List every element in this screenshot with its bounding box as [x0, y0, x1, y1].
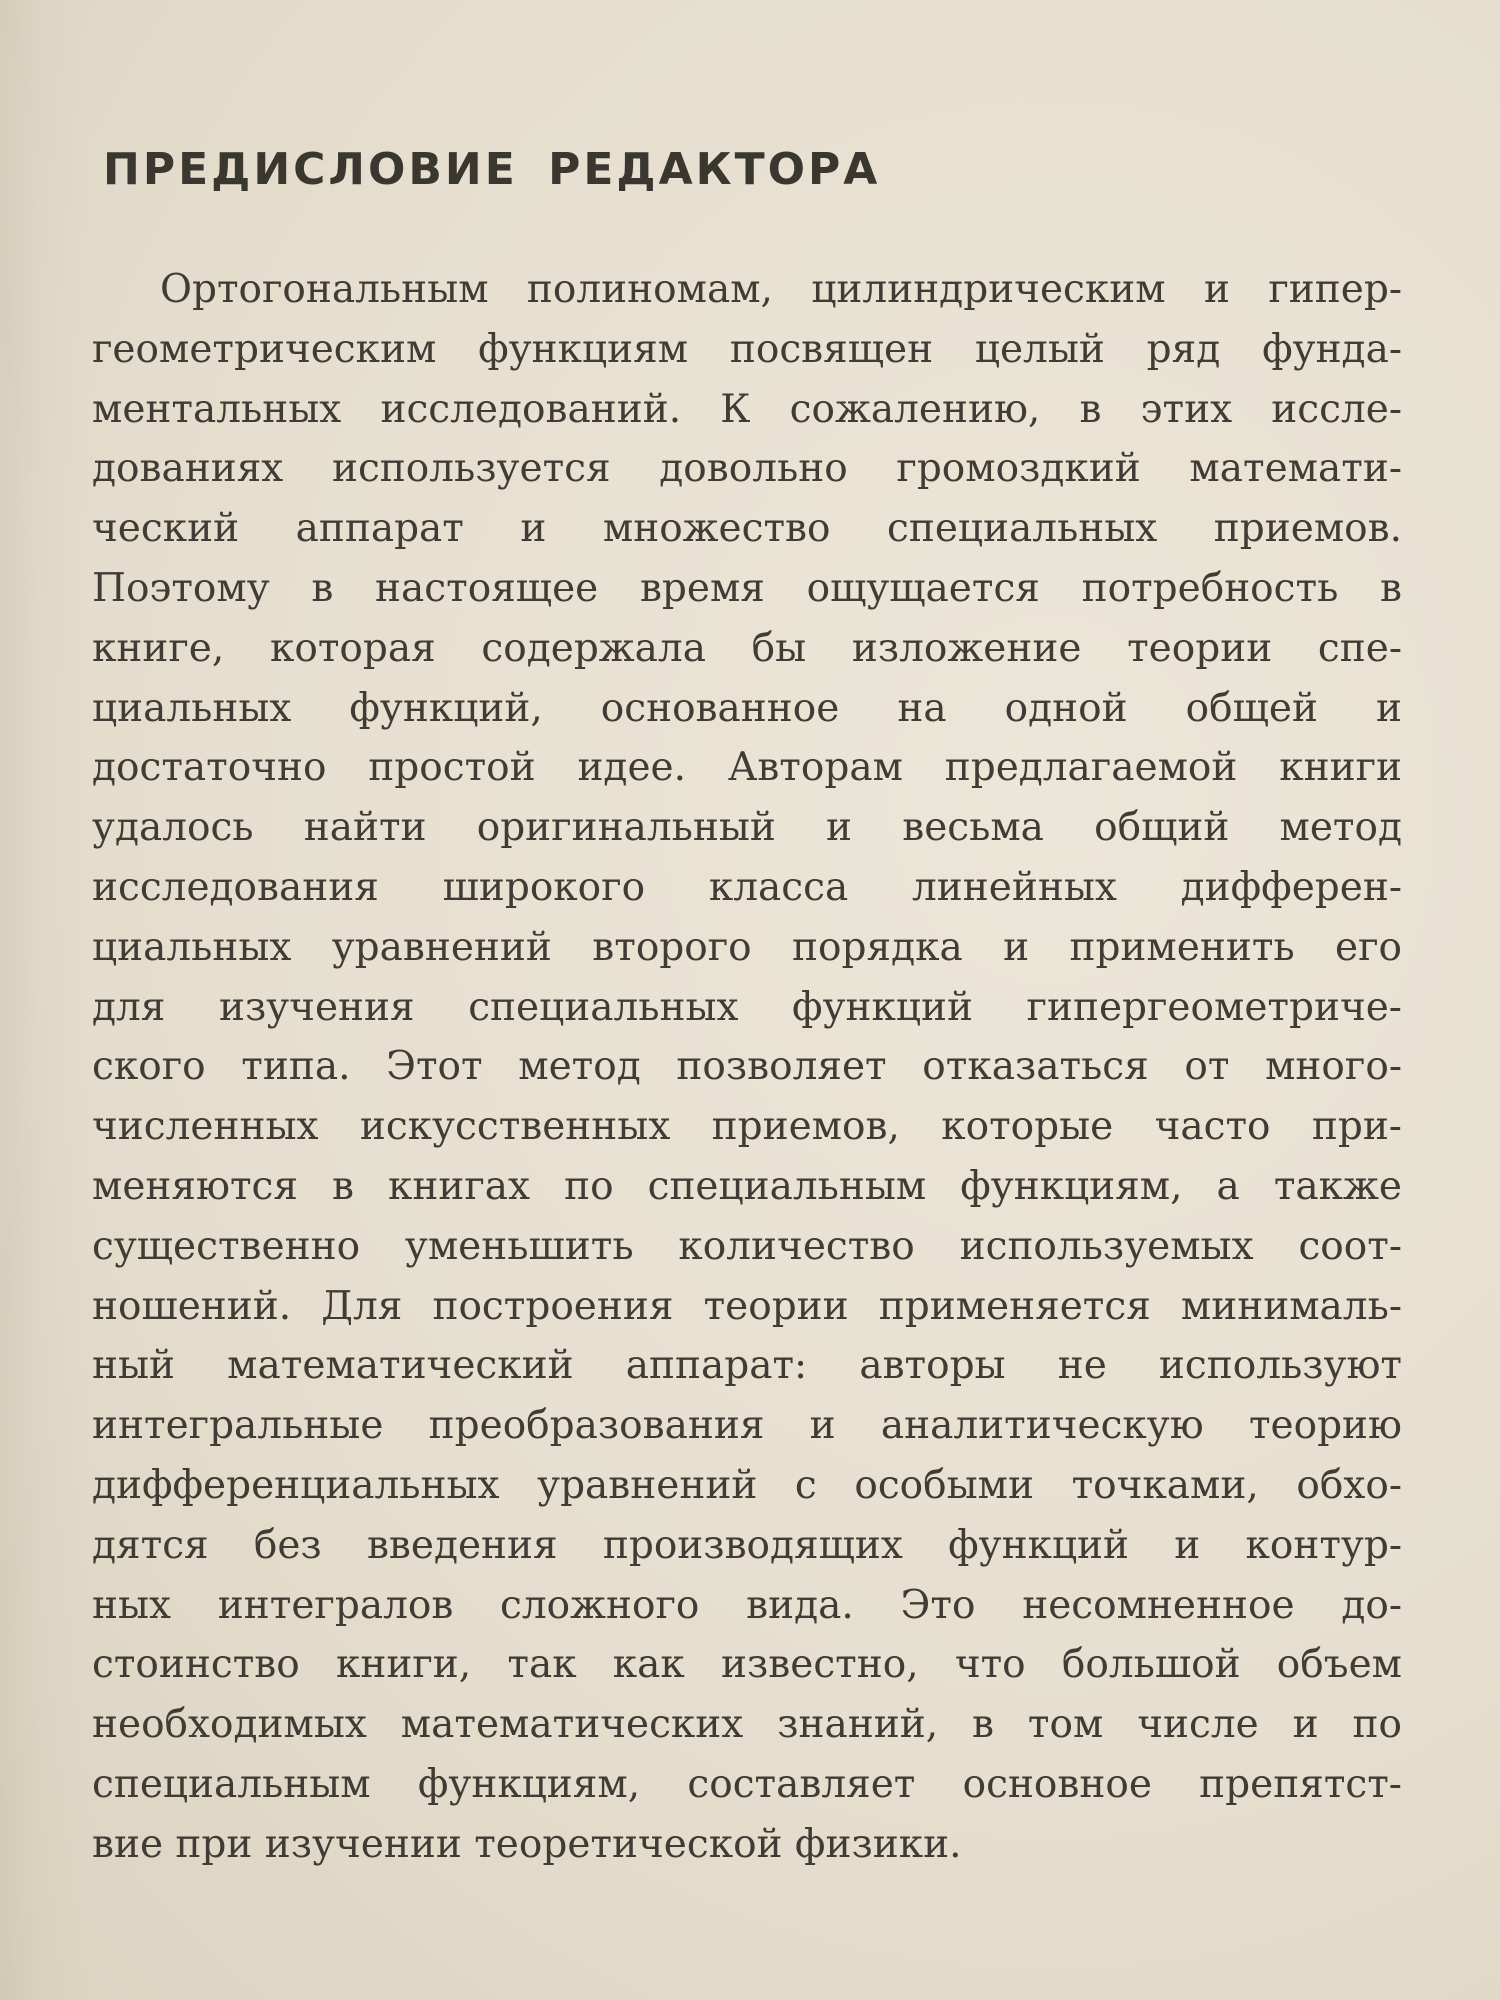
text-line: удалось найти оригинальный и весьма общий метод	[92, 805, 1402, 851]
text-line: геометрическим функциям посвящен целый ряд фунда-	[92, 326, 1402, 372]
text-line: стоинство книги, так как известно, что большой объем	[92, 1642, 1402, 1688]
text-line: дованиях используется довольно громоздкий математи-	[92, 446, 1402, 492]
text-line: ных интегралов сложного вида. Это несомненное до-	[92, 1582, 1402, 1628]
body-text	[92, 260, 1402, 1875]
text-line: интегральные преобразования и аналитическую теорию	[92, 1403, 1402, 1449]
text-line: существенно уменьшить количество используемых соот-	[92, 1223, 1402, 1269]
text-line: циальных уравнений второго порядка и применить его	[92, 924, 1402, 970]
text-line: необходимых математических знаний, в том числе и по	[92, 1702, 1402, 1748]
text-line: Ортогональным полиномам, цилиндрическим и гипер-	[160, 267, 1402, 312]
text-line: достаточно простой идее. Авторам предлагаемой книги	[92, 745, 1402, 791]
text-line: книге, которая содержала бы изложение теории спе-	[92, 625, 1402, 671]
text-line: ношений. Для построения теории применяется минималь-	[92, 1283, 1402, 1329]
text-line: для изучения специальных функций гипергеометриче-	[92, 984, 1402, 1030]
text-line: Поэтому в настоящее время ощущается потребность в	[92, 565, 1402, 611]
text-line: ментальных исследований. К сожалению, в этих иссле-	[92, 386, 1402, 432]
text-line: ского типа. Этот метод позволяет отказаться от много-	[92, 1044, 1402, 1090]
text-line: исследования широкого класса линейных дифферен-	[92, 864, 1402, 910]
text-line: ческий аппарат и множество специальных приемов.	[92, 506, 1402, 552]
page-title: ПРЕДИСЛОВИЕ РЕДАКТОРА	[103, 144, 881, 195]
text-line: ный математический аппарат: авторы не используют	[92, 1343, 1402, 1389]
text-line: вие при изучении теоретической физики.	[92, 1821, 962, 1867]
text-line: численных искусственных приемов, которые часто при-	[92, 1104, 1402, 1150]
text-line: меняются в книгах по специальным функциям, а также	[92, 1163, 1402, 1209]
text-line: дятся без введения производящих функций и контур-	[92, 1522, 1402, 1568]
text-line: дифференциальных уравнений с особыми точками, обхо-	[92, 1462, 1402, 1508]
text-line: циальных функций, основанное на одной общей и	[92, 685, 1402, 731]
text-line: специальным функциям, составляет основное препятст-	[92, 1761, 1402, 1807]
